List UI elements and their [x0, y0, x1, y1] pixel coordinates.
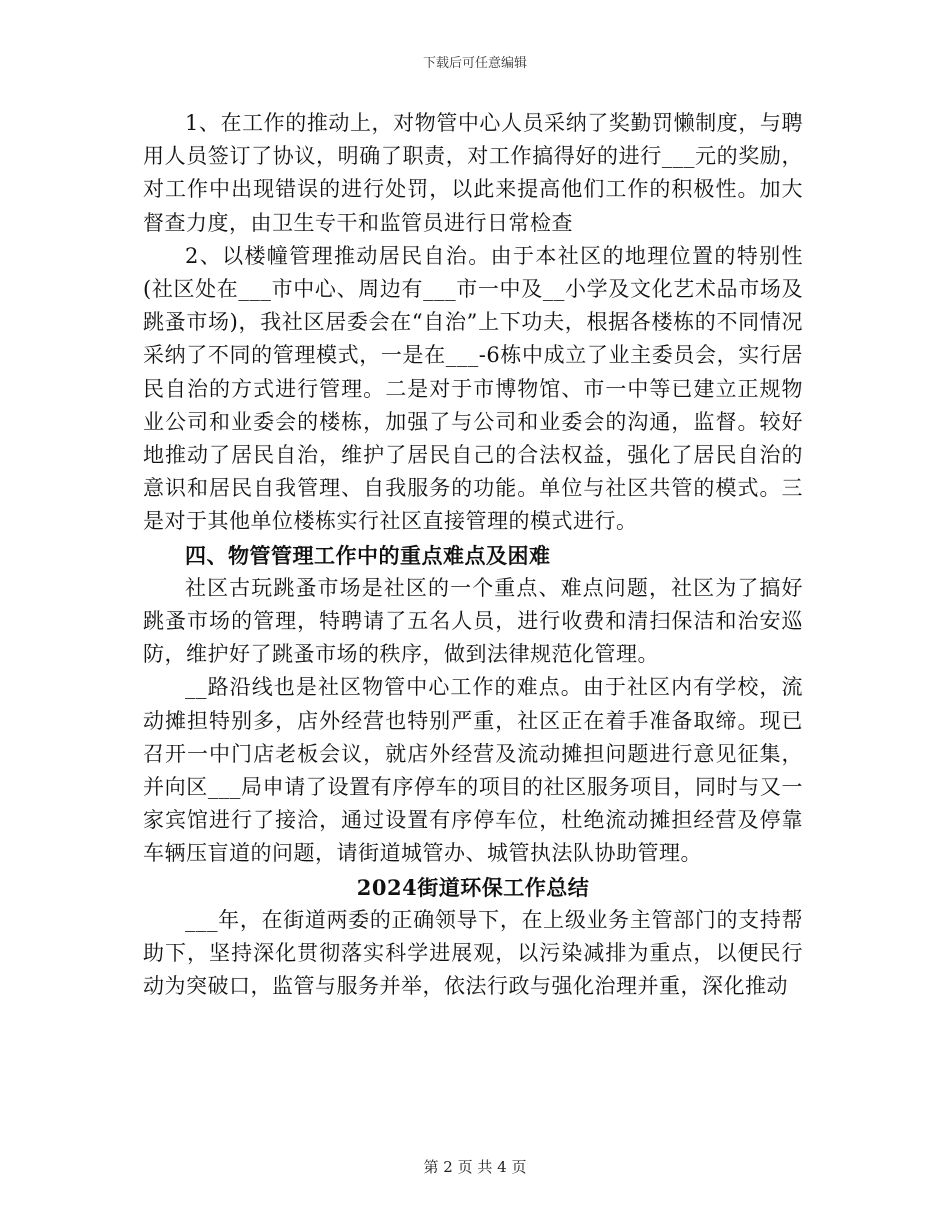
paragraph-environment-summary: ___年，在街道两委的正确领导下，在上级业务主管部门的支持帮助下，坚持深化贯彻落实科学进展观，以污染减排为重点，以便民行动为突破口，监管与服务并举，依法行政与强化治理并重，深化推动	[143, 907, 803, 999]
document-title: 2024街道环保工作总结	[356, 874, 590, 900]
paragraph-work-promotion: 1、在工作的推动上，对物管中心人员采纳了奖勤罚懒制度，与聘用人员签订了协议，明确了职责，对工作搞得好的进行___元的奖励，对工作中出现错误的进行处罚，以此来提高他们工作的积极性。加大督查力度，由卫生专干和监管员进行日常检查	[143, 111, 803, 235]
page-header: 下载后可任意编辑	[422, 56, 527, 71]
page-footer: 第 2 页 共 4 页	[423, 1158, 527, 1176]
paragraph-building-management: 2、以楼幢管理推动居民自治。由于本社区的地理位置的特别性(社区处在___市中心、周边有___市一中及__小学及文化艺术品市场及跳蚤市场)，我社区居委会在“自治”上下功夫，根据各楼栋的不同情况采纳了不同的管理模式，一是在___-6栋中成立了业主委员会，实行居民自治的方式进行管理。二是对于市博物馆、市一中等已建立正规物业公司和业委会的楼栋，加强了与公司和业委会的沟通，监督。较好地推动了居民自治，维护了居民自己的合法权益，强化了居民自治的意识和居民自我管理、自我服务的功能。单位与社区共管的模式。三是对于其他单位楼栋实行社区直接管理的模式进行。	[143, 243, 803, 534]
document-body	[143, 107, 803, 1003]
paragraph-flea-market: 社区古玩跳蚤市场是社区的一个重点、难点问题，社区为了搞好跳蚤市场的管理，特聘请了五名人员，进行收费和清扫保洁和治安巡防，维护好了跳蚤市场的秩序，做到法律规范化管理。	[143, 575, 803, 667]
paragraph-road-difficulty: __路沿线也是社区物管中心工作的难点。由于社区内有学校，流动摊担特别多，店外经营也特别严重，社区正在着手准备取缔。现已召开一中门店老板会议，就店外经营及流动摊担问题进行意见征集，并向区___局申请了设置有序停车的项目的社区服务项目，同时与又一家宾馆进行了接洽，通过设置有序停车位，杜绝流动摊担经营及停靠车辆压盲道的问题，请街道城管办、城管执法队协助管理。	[143, 675, 803, 866]
section-heading-difficulties: 四、物管管理工作中的重点难点及困难	[185, 542, 551, 568]
